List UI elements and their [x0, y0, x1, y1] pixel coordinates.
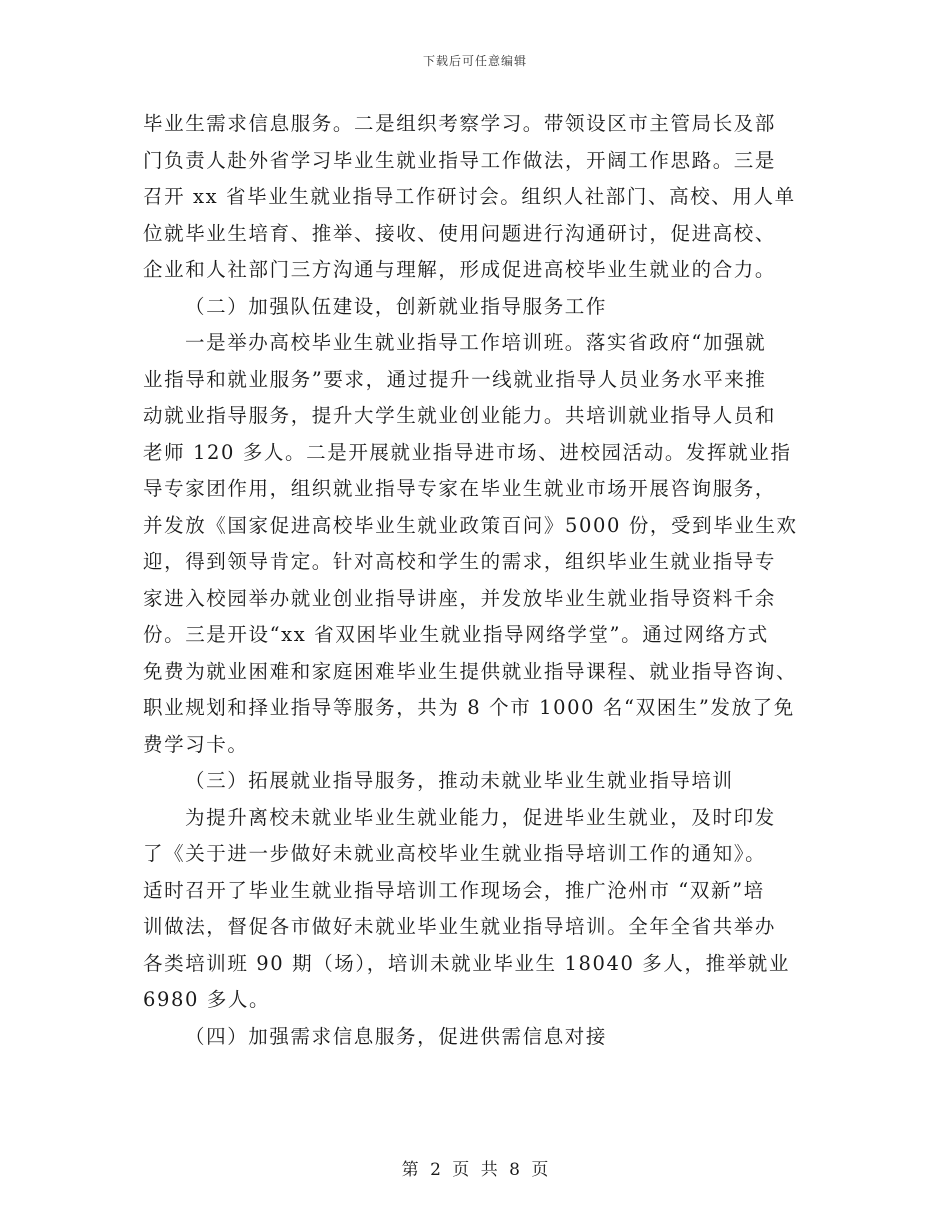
- text-line: 6980 多人。: [143, 988, 271, 1011]
- text-line: 适时召开了毕业生就业指导培训工作现场会，推广沧州市 “双新”培: [143, 878, 765, 902]
- paragraph-start: 一是举办高校毕业生就业指导工作培训班。落实省政府“加强就: [185, 331, 767, 354]
- text-line: 并发放《国家促进高校毕业生就业政策百问》5000 份，受到毕业生欢: [143, 513, 798, 537]
- text-line: 导专家团作用，组织就业指导专家在毕业生就业市场开展咨询服务，: [143, 477, 777, 500]
- text-line: 费学习卡。: [143, 732, 249, 756]
- document-body: [143, 106, 807, 1055]
- text-line: 了《关于进一步做好未就业高校毕业生就业指导培训工作的通知》。: [143, 842, 767, 865]
- section-heading: （三）拓展就业指导服务，推动未就业毕业生就业指导培训: [185, 769, 734, 792]
- text-line: 召开 xx 省毕业生就业指导工作研讨会。组织人社部门、高校、用人单: [143, 185, 796, 208]
- text-line: 训做法，督促各市做好未就业毕业生就业指导培训。全年全省共举办: [143, 915, 777, 938]
- text-line: 家进入校园举办就业创业指导讲座，并发放毕业生就业指导资料千余: [143, 586, 777, 610]
- text-line: 企业和人社部门三方沟通与理解，形成促进高校毕业生就业的合力。: [143, 258, 777, 281]
- page-header: 下载后可任意编辑: [422, 54, 527, 68]
- text-line: 各类培训班 90 期（场），培训未就业毕业生 18040 多人，推举就业: [143, 951, 790, 975]
- text-line: 份。三是开设“xx 省双困毕业生就业指导网络学堂”。通过网络方式: [143, 623, 769, 646]
- text-line: 毕业生需求信息服务。二是组织考察学习。带领设区市主管局长及部: [143, 112, 777, 135]
- text-line: 老师 120 多人。二是开展就业指导进市场、进校园活动。发挥就业指: [143, 440, 792, 464]
- text-line: 位就毕业生培育、推举、接收、使用问题进行沟通研讨，促进高校、: [143, 221, 777, 245]
- text-line: 业指导和就业服务”要求，通过提升一线就业指导人员业务水平来推: [143, 367, 767, 391]
- text-line: 免费为就业困难和家庭困难毕业生提供就业指导课程、就业指导咨询、: [143, 659, 798, 683]
- text-line: 门负责人赴外省学习毕业生就业指导工作做法，开阔工作思路。三是: [143, 148, 777, 172]
- text-line: 迎，得到领导肯定。针对高校和学生的需求，组织毕业生就业指导专: [143, 550, 777, 573]
- page-footer: 第 2 页 共 8 页: [401, 1160, 549, 1180]
- text-line: 动就业指导服务，提升大学生就业创业能力。共培训就业指导人员和: [143, 404, 777, 427]
- section-heading: （四）加强需求信息服务，促进供需信息对接: [185, 1024, 608, 1048]
- paragraph-start: 为提升离校未就业毕业生就业能力，促进毕业生就业，及时印发: [185, 805, 776, 829]
- section-heading: （二）加强队伍建设，创新就业指导服务工作: [185, 294, 608, 318]
- text-line: 职业规划和择业指导等服务，共为 8 个市 1000 名“双困生”发放了免: [143, 696, 795, 719]
